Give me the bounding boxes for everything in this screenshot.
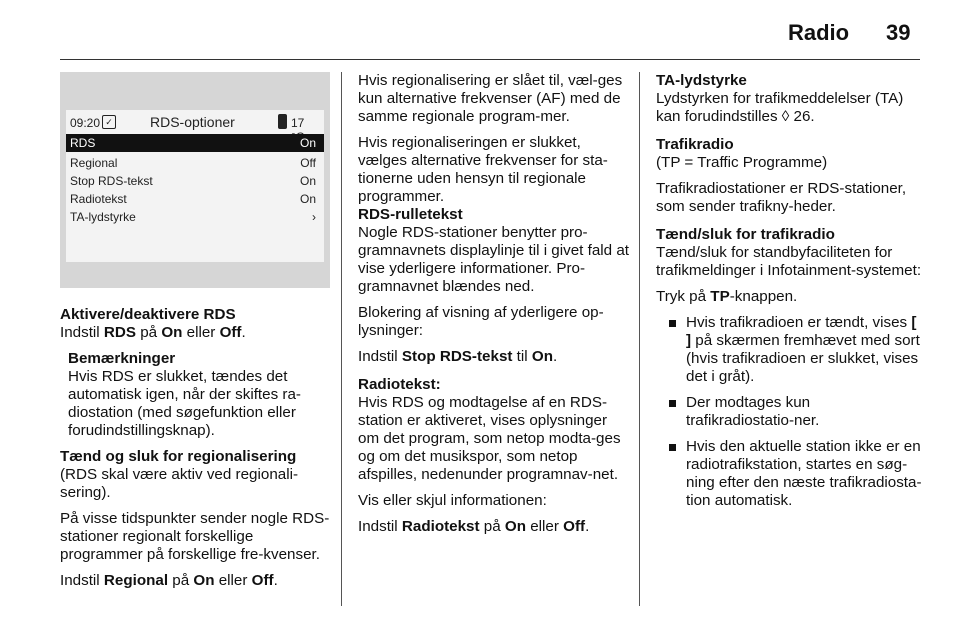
column-3 [656,72,922,518]
page-number: 39 [886,20,911,45]
note-box [60,350,330,440]
paragraph: Indstil RDS på On eller Off. [60,324,246,341]
section-heading: RDS-rulletekst [358,206,463,223]
paragraph: Indstil Stop RDS-tekst til On. [358,348,558,365]
column-2 [358,72,630,544]
section-heading: Radiotekst: [358,376,441,393]
menu-row-rds[interactable] [66,134,324,152]
thermometer-icon [278,114,287,129]
menu-row-label: RDS [70,136,96,150]
list-item: Hvis den aktuelle station ikke er en radiotrafikstation, startes en søg-ning efter den næste trafikradiosta-tion automatisk. [656,438,922,510]
menu-row-regional[interactable] [66,154,324,172]
note-title: Bemærkninger [68,350,176,367]
list-item: Der modtages kun trafikradiostatio-ner. [656,394,922,430]
paragraph: Trafikradiostationer er RDS-stationer, som sender trafikny-heder. [656,180,907,215]
paragraph: (TP = Traffic Programme) [656,154,828,171]
paragraph: Hvis RDS og modtagelse af en RDS-station er aktiveret, vises oplysninger om det program, som netop modta-ges og om det musikspor, som netop afspilles, nedenunder programnav-net. [358,394,621,483]
menu-row-label: TA-lydstyrke [70,210,136,224]
bullet-icon [669,444,676,451]
paragraph: På visse tidspunkter sender nogle RDS-stationer regionalt forskellige programmer på forskellige fre-kvenser. [60,510,330,563]
menu-row-radiotekst[interactable] [66,190,324,208]
section-heading: TA-lydstyrke [656,72,747,89]
menu-row-label: Radiotekst [70,192,127,206]
list-item: Hvis trafikradioen er tændt, vises [ ] på skærmen fremhævet med sort (hvis trafikradioen er slukket, vises det i gråt). [656,314,922,386]
column-divider [341,72,342,606]
header-rule [60,59,920,60]
menu-row-stop-rds-tekst[interactable] [66,172,324,190]
clock: 09:20 [70,116,101,130]
section-heading: Trafikradio [656,136,734,153]
status-bar [70,114,320,132]
menu-row-label: Regional [70,156,118,170]
column-1 [60,306,330,598]
paragraph: Indstil Radiotekst på On eller Off. [358,518,590,535]
menu-row-label: Stop RDS-tekst [70,174,153,188]
bullet-icon [669,320,676,327]
note-text: Hvis RDS er slukket, tændes det automatisk igen, når der skiftes ra-diostation (med søgefunktion eller forudindstillingsknap). [68,368,301,439]
bullet-icon [669,400,676,407]
temperature: 17 [291,116,305,130]
paragraph: Lydstyrken for trafikmeddelelser (TA) kan forudindstilles ◊ 26. [656,90,904,125]
paragraph: (RDS skal være aktiv ved regionali-sering). [60,466,299,501]
section-heading: Tænd/sluk for trafikradio [656,226,835,243]
navigation-icon: ✓ [102,115,116,129]
paragraph: Hvis regionalisering er slået til, væl-ges kun alternative frekvenser (AF) med de samme regionale program-mer. [358,72,623,125]
section-heading: Tænd og sluk for regionalisering [60,448,297,465]
paragraph: Tryk på TP-knappen. [656,288,798,305]
column-divider [639,72,640,606]
screen-title: RDS-optioner [150,114,235,130]
paragraph: Blokering af visning af yderligere op-lysninger: [358,304,604,339]
paragraph: Nogle RDS-stationer benytter pro-gramnavnets displaylinje til i givet fald at vise yderligere informationer. Pro-gramnavnet blændes ned. [358,224,629,295]
menu-row-value: On [299,192,316,206]
display-screen [66,110,324,262]
paragraph: Indstil Regional på On eller Off. [60,572,278,589]
paragraph: Tænd/sluk for standbyfaciliteten for trafikmeldinger i Infotainment-systemet: [656,244,922,279]
menu-row-value: Off [300,156,316,170]
chevron-right-icon: › [312,210,316,224]
paragraph: Hvis regionaliseringen er slukket, vælges alternative frekvenser for sta-tionerne uden hensyn til regionale programmer. [358,134,608,205]
section-heading: Aktivere/deaktivere RDS [60,306,236,323]
rds-options-screenshot [60,72,330,288]
page-header-title: Radio [788,20,850,45]
menu-row-value: On [299,136,316,150]
menu-row-value: On [299,174,316,188]
menu-row-ta-lydstyrke[interactable] [66,208,324,226]
paragraph: Vis eller skjul informationen: [358,492,547,509]
